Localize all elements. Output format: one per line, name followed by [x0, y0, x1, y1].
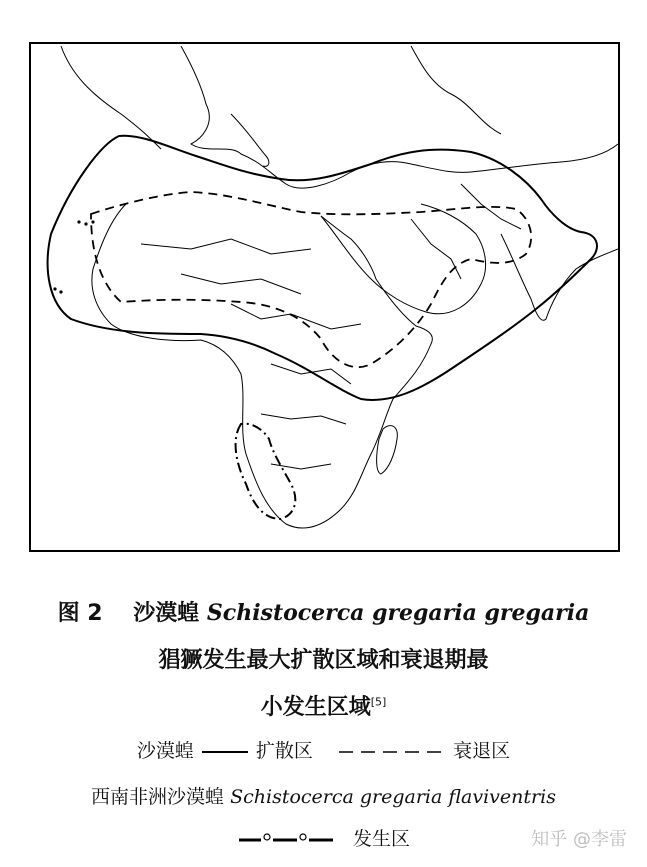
map-canvas [31, 44, 618, 550]
reference-marker: [5] [370, 695, 387, 709]
legend-species2-sci: Schistocerca gregaria flaviventris [230, 786, 556, 808]
figure-title-cn: 沙漠蝗 [133, 601, 200, 626]
legend-dashed-label: 衰退区 [453, 740, 511, 762]
west-europe-coast [61, 46, 161, 149]
recession-area-line [91, 192, 531, 367]
internal-border-8 [461, 184, 521, 229]
figure-title-sci: Schistocerca gregaria gregaria [206, 600, 590, 626]
legend-species2-cn: 西南非洲沙漠蝗 [91, 786, 225, 808]
india-outline [501, 234, 618, 320]
internal-border-1 [141, 239, 311, 254]
legend-species1: 沙漠蝗 [136, 740, 194, 762]
figure-title-line1 [0, 596, 647, 627]
legend-row-1 [0, 736, 647, 763]
figure-title-line3 [0, 690, 647, 721]
figure-label: 图 2 [57, 601, 103, 626]
legend-solid-label: 扩散区 [255, 740, 313, 762]
legend-dashdot-label: 发生区 [353, 828, 411, 850]
legend-solid-line-sample [200, 747, 250, 757]
coastlines [61, 46, 618, 528]
europe-south-coast [181, 46, 618, 188]
internal-border-4 [271, 364, 351, 384]
canary-islands [53, 220, 94, 293]
internal-border-5 [261, 414, 346, 424]
legend-dashed-line-sample [337, 747, 447, 757]
internal-border-2 [181, 274, 301, 294]
flaviventris-area-line [236, 424, 296, 519]
expansion-area-line [48, 136, 597, 400]
arabia-outline [321, 204, 486, 314]
watermark: 知乎 @李雷 [531, 829, 627, 850]
legend-dashdot-line-sample [237, 832, 347, 848]
map-frame [29, 42, 620, 552]
east-europe-border [411, 46, 501, 134]
africa-outline [92, 204, 432, 528]
figure-title-line3-text: 小发生区域 [260, 695, 371, 720]
figure-title-line2: 猖獗发生最大扩散区域和衰退期最 [158, 648, 489, 673]
legend-row-2 [0, 782, 647, 809]
